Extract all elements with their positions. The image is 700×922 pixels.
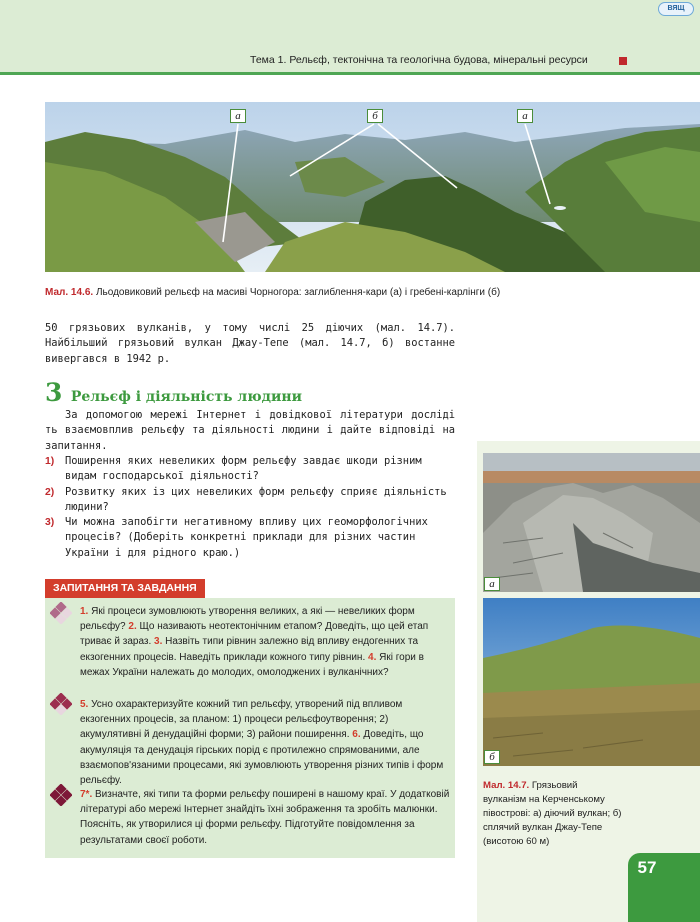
task-group-3 xyxy=(80,787,450,848)
section-intro: За допомогою мережі Інтернет і довідкової літератури досліді ть взаємовплив рельєфу та діяльності людини і дайте відповіді на запитання. xyxy=(45,409,455,452)
photo-label-a-left: а xyxy=(230,109,246,123)
section-title: Рельєф і діяльність людини xyxy=(70,389,302,405)
photo-label-side-a: а xyxy=(484,577,500,591)
header-rule xyxy=(0,72,700,75)
photo-label-side-b: б xyxy=(484,750,500,764)
photo-label-b: б xyxy=(367,109,383,123)
task-number: 4. xyxy=(368,651,377,663)
question-text: Чи можна запобігти негативному впливу цих геоморфологічних процесів? (Доберіть конкретні приклади для різних частин України і для рідного краю.) xyxy=(65,516,428,559)
question-list xyxy=(45,454,455,561)
task-text: Які процеси зумовлюють утворення великих, а які — невеликих форм рельєфу? xyxy=(80,606,415,633)
page-number: 57 xyxy=(637,858,657,877)
list-item xyxy=(45,515,455,561)
figure-14-7-caption xyxy=(483,779,623,849)
figure-14-6-caption xyxy=(45,287,685,298)
task-text: Усно охарактеризуйте кожний тип рельєфу, утворений під впливом екзогенних процесів, за планом: 1) процеси рельєфоутворення; 2) акумулятивні й денудаційні форми; 3) райони поширення. xyxy=(80,699,403,741)
section-heading xyxy=(45,378,302,407)
task-number: 6. xyxy=(352,729,361,741)
task-number: 7*. xyxy=(80,789,93,800)
task-group-2 xyxy=(80,697,450,788)
publisher-logo: ВЯЩ xyxy=(658,2,694,16)
figure-14-6-ref: Мал. 14.6. xyxy=(45,287,94,298)
question-text: Розвитку яких із цих невеликих форм рельєфу сприяє діяльність людини? xyxy=(65,485,447,513)
question-number: 2) xyxy=(45,486,55,498)
paragraph-mud-volcanoes: 50 грязьових вулканів, у тому числі 25 діючих (мал. 14.7). Найбільший грязьовий вулкан Джау-Тепе (мал. 14.7, б) востанне вивергався в 1942 р. xyxy=(45,322,455,365)
task-text: Визначте, які типи та форми рельєфу поширені в нашому краї. У додатковій літературі або мережі Інтернет знайдіть їхні зображення та зробіть малюнки. Поясніть, як утворилися ці форми рельєфу. Підготуйте повідомлення за результатами своєї роботи. xyxy=(80,789,450,846)
question-number: 3) xyxy=(45,517,55,529)
task-text: Назвіть типи рівнин залежно від впливу ендогенних та екзогенних процесів. Наведіть приклади кожного типу рівнин. xyxy=(80,636,419,663)
figure-14-7-ref: Мал. 14.7. xyxy=(483,780,530,791)
list-item xyxy=(45,485,455,516)
level-1-diamond-icon xyxy=(50,602,72,624)
topic-header: Тема 1. Рельєф, тектонічна та геологічна будова, мінеральні ресурси xyxy=(250,54,588,66)
task-number: 1. xyxy=(80,606,89,617)
task-text: Що називають неотектонічним етапом? Доведіть, що цей етап триває й зараз. xyxy=(80,621,429,648)
task-text: Які гори в межах України належать до молодих, омолоджених і вулканічних? xyxy=(80,651,424,678)
task-text: Доведіть, що акумуляція та денудація гірських порід є протилежно спрямованими, але взаємопов'язаними процесами, які зумовлюють утворення різних типів і форм рельєфу. xyxy=(80,729,444,787)
figure-14-7-text: Грязьовий вулканізм на Керченському півострові: а) діючий вулкан; б) сплячий вулкан Джау-Тепе (висотою 60 м) xyxy=(483,780,622,847)
topic-marker-square xyxy=(619,57,627,65)
question-text: Поширення яких невеликих форм рельєфу завдає шкоди різним видам господарської діяльності? xyxy=(65,455,422,483)
dzhau-tepe-volcano-photo xyxy=(483,598,700,766)
figure-14-6-text: Льодовиковий рельєф на масиві Чорногора: заглиблення-кари (а) і гребені-карлінги (б) xyxy=(95,287,501,298)
question-number: 1) xyxy=(45,456,55,467)
task-group-1 xyxy=(80,604,450,680)
task-number: 2. xyxy=(128,621,137,633)
chornohora-panorama-photo xyxy=(45,102,700,272)
list-item xyxy=(45,454,455,485)
section-number: 3 xyxy=(45,378,63,407)
task-number: 3. xyxy=(154,636,163,648)
active-mud-volcano-photo xyxy=(483,453,700,592)
level-3-diamond-icon xyxy=(50,784,72,806)
tasks-heading: ЗАПИТАННЯ ТА ЗАВДАННЯ xyxy=(45,579,205,598)
level-2-diamond-icon xyxy=(50,693,72,715)
photo-label-a-right: а xyxy=(517,109,533,123)
task-number: 5. xyxy=(80,699,89,710)
